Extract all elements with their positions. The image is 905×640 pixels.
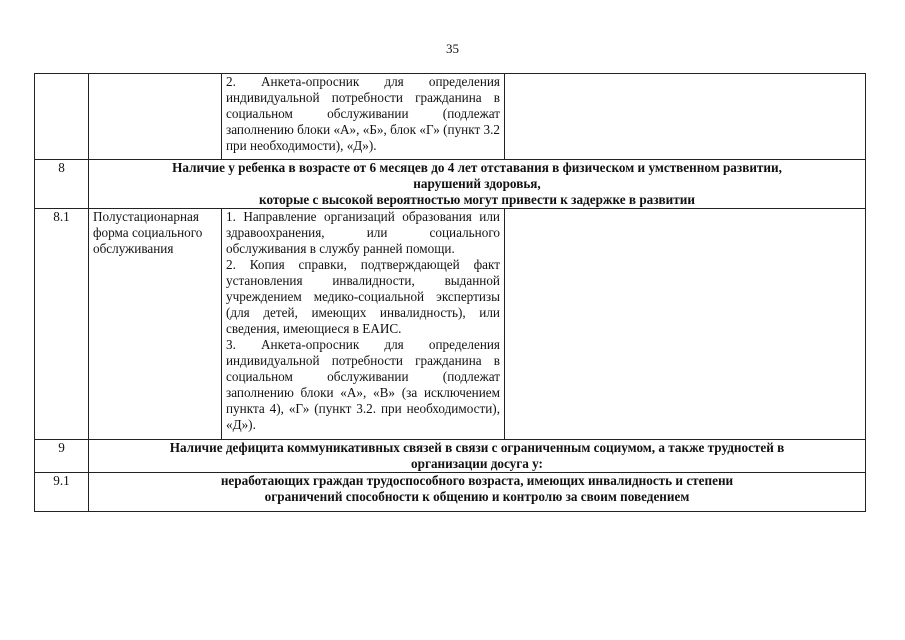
services-table [34, 73, 866, 512]
table-row-8-1 [35, 209, 866, 440]
row-number: 9.1 [35, 473, 89, 512]
heading-line: которые с высокой вероятностью могут привести к задержке в развитии [259, 192, 695, 207]
heading-line: организации досуга у: [411, 456, 543, 471]
row-number: 8 [35, 160, 89, 209]
documents-cell [222, 209, 505, 440]
heading-line: неработающих граждан трудоспособного возраста, имеющих инвалидность и степени [220, 473, 734, 488]
document-item: 2. Анкета-опросник для определения индивидуальной потребности гражданина в социальном обслуживании (подлежат заполнению блоки «А», «Б», блок «Г» (пункт 3.2 при необходимости), «Д»). [226, 74, 501, 153]
heading-line: ограничений способности к общению и контролю за своим поведением [264, 489, 690, 504]
subsection-heading [89, 473, 866, 512]
page-number: 35 [446, 41, 459, 56]
extra-cell [505, 209, 866, 440]
heading-line: Наличие дефицита коммуникативных связей в связи с ограниченным социумом, а также трудностей в [169, 440, 785, 455]
document-item: 1. Направление организаций образования или здравоохранения, или социального обслуживания в службу ранней помощи. [226, 209, 500, 256]
document-item: 2. Копия справки, подтверждающей факт установления инвалидности, выданной учреждением медико-социальной экспертизы (для детей, имеющих инвалидность), или сведения, имеющиеся в ЕАИС. [226, 257, 500, 336]
row-number: 8.1 [35, 209, 89, 440]
service-form-cell: Полустационарная форма социального обслуживания [89, 209, 222, 440]
table-row-9-1 [35, 473, 866, 512]
heading-line: Наличие у ребенка в возрасте от 6 месяцев до 4 лет отставания в физическом и умственном развитии, [172, 160, 782, 175]
heading-line: нарушений здоровья, [413, 176, 541, 191]
extra-cell [505, 74, 866, 160]
section-heading [89, 440, 866, 473]
section-heading [89, 160, 866, 209]
row-number: 9 [35, 440, 89, 473]
document-item: 3. Анкета-опросник для определения индивидуальной потребности гражданина в социальном обслуживании (подлежат заполнению блоки «А», «В» (за исключением пункта 4), «Г» (пункт 3.2. при необходимости), «Д»). [226, 337, 500, 432]
table-row-continued [35, 74, 866, 160]
row-number [35, 74, 89, 160]
service-form-cell [89, 74, 222, 160]
table-row-section-8 [35, 160, 866, 209]
table-row-section-9 [35, 440, 866, 473]
documents-cell [222, 74, 505, 160]
